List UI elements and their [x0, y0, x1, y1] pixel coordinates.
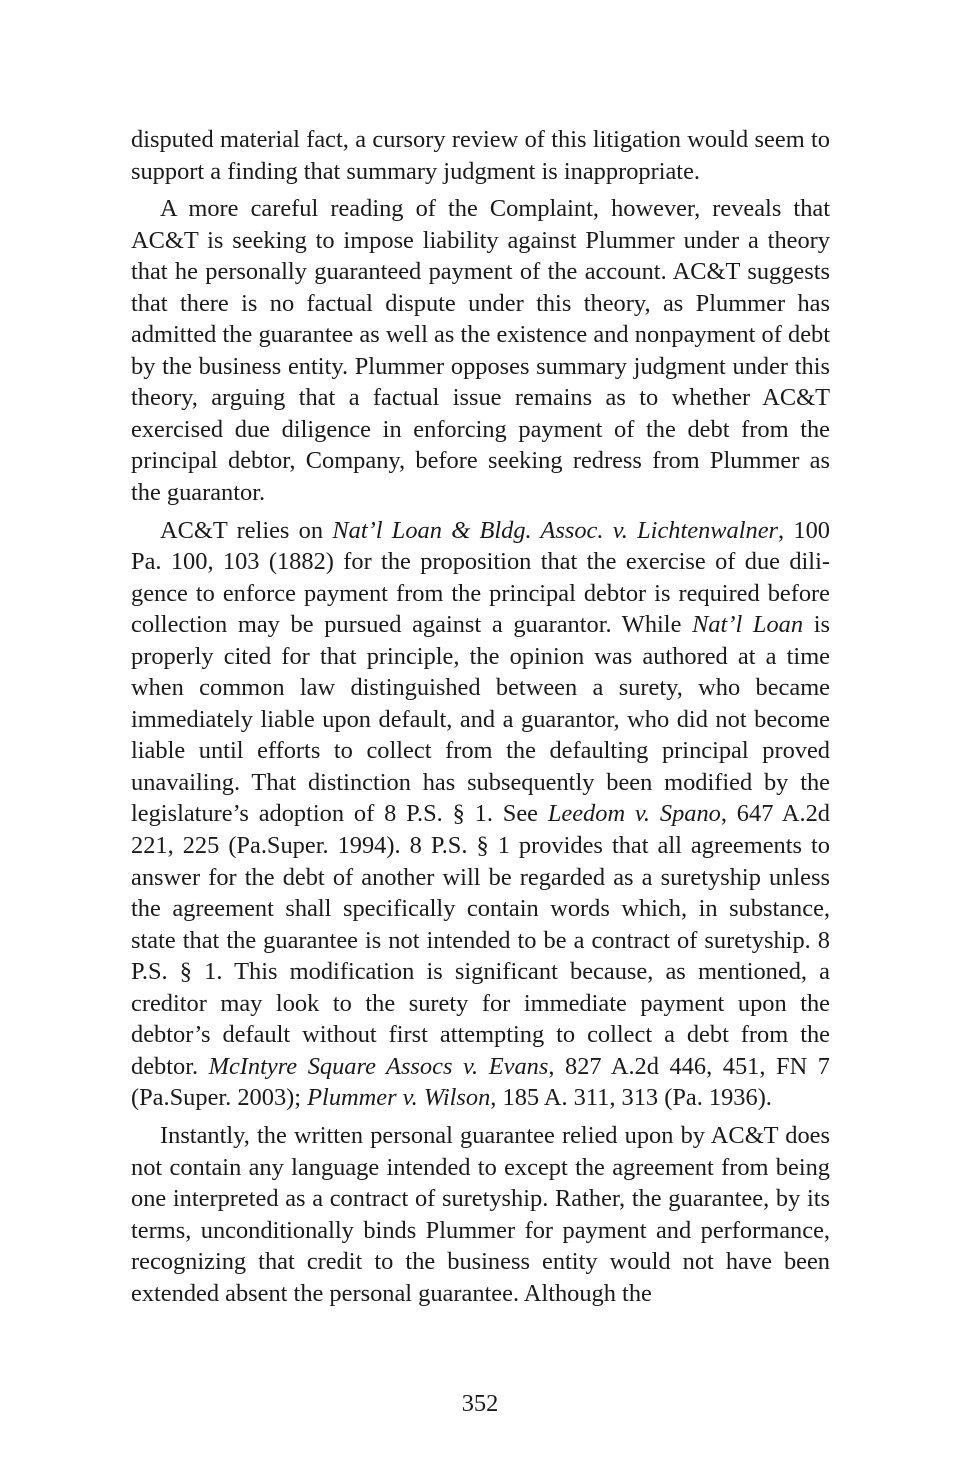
case-citation: Plummer v. Wilson	[307, 1084, 491, 1112]
paragraph	[131, 515, 830, 1114]
paragraph	[131, 124, 830, 187]
case-citation: Nat’l Loan	[692, 611, 804, 639]
paragraph-text: AC&T relies on	[160, 516, 333, 544]
page-number: 352	[461, 1390, 499, 1417]
case-citation: Leedom v. Spano	[547, 800, 721, 828]
paragraph-text: , 185 A. 311, 313 (Pa. 1936).	[490, 1084, 772, 1112]
paragraph-text: is properly cited for that principle, the opinion was authored at a time when common law distinguished between a surety, who became immediately liable upon default, and a guarantor, who did not become liable until efforts to collect from the defaulting principal proved unavailing. That distinction has subsequently been modified by the legislature’s adoption of 8 P.S. § 1. See	[131, 611, 830, 828]
paragraph-text: Instantly, the written personal guarantee relied upon by AC&T does not contain any language intended to except the agreement from being one interpreted as a contract of suretyship. Rather, the guarantee, by its terms, unconditionally binds Plummer for payment and performance, recognizing that credit to the business entity would not have been extended absent the personal guarantee. Although the	[131, 1121, 830, 1307]
paragraph-text: , 100 Pa. 100, 103 (1882) for the proposition that the exercise of due diligence to enforce payment from the principal debtor is required before collection may be pursued against a guarantor. While	[131, 516, 830, 639]
paragraph-text: disputed material fact, a cursory review of this litigation would seem to support a finding that summary judgment is inappropriate.	[131, 126, 830, 185]
paragraph-text: A more careful reading of the Complaint, however, reveals that AC&T is seeking to impose liability against Plummer under a theory that he personally guaranteed payment of the account. AC&T suggests that there is no factual dispute under this theory, as Plummer has admitted the guarantee as well as the existence and nonpayment of debt by the business entity. Plummer opposes summary judgment under this theory, arguing that a factual issue remains as to whether AC&T exercised due diligence in enforcing payment of the debt from the principal debtor, Company, before seeking redress from Plummer as the guarantor.	[131, 195, 830, 507]
document-body	[131, 124, 830, 1309]
paragraph	[131, 193, 830, 508]
paragraph	[131, 1120, 830, 1309]
paragraph-text: , 647 A.2d 221, 225 (Pa.Super. 1994). 8 P.S. § 1 provides that all agreements to answer for the debt of another will be regarded as a suretyship unless the agreement shall specifically contain words which, in substance, state that the guarantee is not intended to be a contract of suretyship. 8 P.S. § 1. This modification is significant because, as mentioned, a creditor may look to the surety for immediate payment upon the debtor’s default without first attempting to collect a debt from the debtor.	[131, 800, 830, 1080]
paragraph-text: , 827 A.2d 446, 451, FN 7 (Pa.Super. 2003);	[131, 1052, 830, 1112]
case-citation: Nat’l Loan & Bldg. Assoc. v. Lichtenwalner	[332, 516, 779, 544]
case-citation: McIntyre Square Assocs v. Evans	[208, 1052, 549, 1080]
